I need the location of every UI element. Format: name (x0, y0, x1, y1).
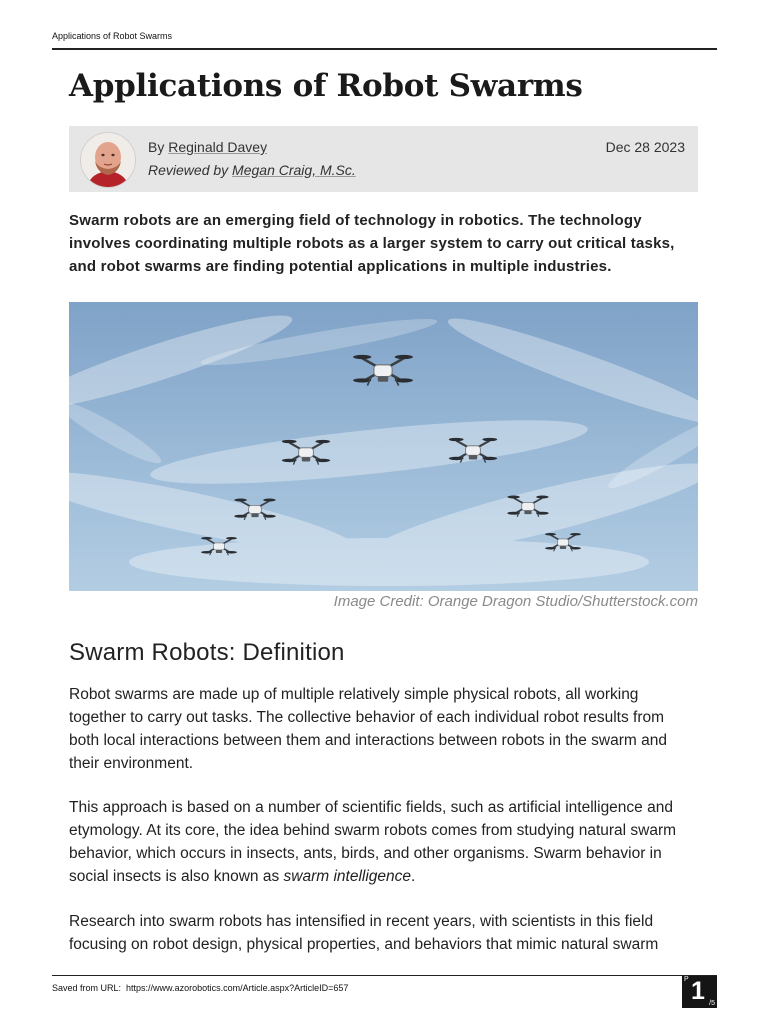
running-header: Applications of Robot Swarms (52, 31, 173, 41)
article-title: Applications of Robot Swarms (69, 68, 583, 104)
byline-box (69, 126, 698, 192)
author-line (148, 139, 267, 155)
paragraph-2-text: This approach is based on a number of scientific fields, such as artificial intelligence and etymology. At its core, the idea behind swarm robots comes from studying natural swarm behavior, which occurs in insects, ants, birds, and other organisms. Swarm behavior in social insects is also known as (69, 799, 677, 885)
reviewer-link[interactable]: Megan Craig, M.Sc. (232, 162, 356, 178)
body-paragraph-1: Robot swarms are made up of multiple relatively simple physical robots, all working together to carry out tasks. The collective behavior of each individual robot results from both local interactions between them and interactions between robots in the swarm and their environment. (69, 686, 667, 772)
footer-divider (52, 975, 717, 976)
author-link[interactable]: Reginald Davey (168, 139, 268, 155)
swarm-intelligence-term: swarm intelligence (283, 868, 412, 885)
page-total: /5 (709, 1000, 715, 1007)
hero-image (69, 302, 698, 591)
page-number: 1 (691, 977, 705, 1005)
body-paragraph-3: Research into swarm robots has intensified in recent years, with scientists in this field focusing on robot design, physical properties, and behaviors that mimic natural swarm (69, 913, 659, 953)
body-paragraph-2 (69, 796, 689, 888)
reviewed-by-label: Reviewed by (148, 162, 229, 178)
saved-from-label: Saved from URL: (52, 983, 122, 993)
lead-paragraph: Swarm robots are an emerging field of technology in robotics. The technology involves coordinating multiple robots as a larger system to carry out critical tasks, and robot swarms are finding potential applications in multiple industries. (69, 212, 675, 275)
page-number-badge (682, 976, 717, 1008)
page-label: P (684, 976, 689, 983)
paragraph-2-end: . (411, 868, 416, 885)
header-divider (52, 48, 717, 50)
source-url[interactable]: https://www.azorobotics.com/Article.aspx?ArticleID=657 (126, 983, 349, 993)
publish-date: Dec 28 2023 (605, 139, 685, 155)
footer-source (52, 983, 348, 993)
reviewer-line (148, 162, 356, 178)
author-avatar[interactable] (80, 132, 136, 188)
by-label: By (148, 139, 165, 155)
section-heading: Swarm Robots: Definition (69, 639, 345, 666)
image-credit: Image Credit: Orange Dragon Studio/Shutterstock.com (333, 593, 698, 610)
